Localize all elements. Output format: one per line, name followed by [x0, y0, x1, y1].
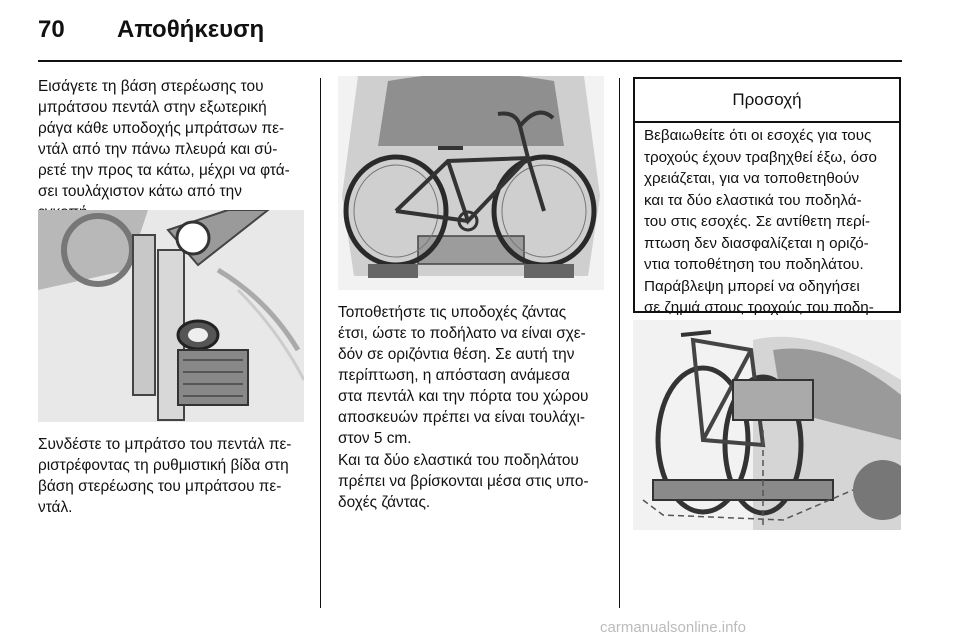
- page-title: Αποθήκευση: [117, 16, 265, 43]
- caution-notice-box: [633, 77, 901, 316]
- bicycle-side-view-illustration: [633, 320, 901, 530]
- caution-notice-title: Προσοχή: [635, 79, 899, 123]
- column-divider-right: [619, 78, 620, 608]
- pedal-arm-mount-illustration: [38, 210, 304, 422]
- bicycle-rear-view-illustration: [338, 76, 604, 290]
- page-number: 70: [38, 16, 65, 43]
- header-rule: [38, 60, 902, 62]
- caution-notice-body: Βεβαιωθείτε ότι οι εσοχές για τους τροχούς έχουν τραβηχθεί έξω, όσο χρειάζεται, για να τοποθετηθούν και τα δύο ελαστικά του ποδηλά- του στις εσοχές. Σε αντίθετη περί- πτωση δεν διασφαλίζεται η οριζό- ντια τοποθέτηση του ποδηλάτου. Παράβλεψη μπορεί να οδηγήσει σε ζημιά στους τροχούς του ποδη-: [644, 127, 877, 316]
- column-divider-left: [320, 78, 321, 608]
- instruction-paragraph-4: Και τα δύο ελαστικά του ποδηλάτου πρέπει να βρίσκονται μέσα στις υπο- δοχές ζάντας.: [338, 452, 589, 511]
- instruction-paragraph-3: Τοποθετήστε τις υποδοχές ζάντας έτσι, ώστε το ποδήλατο να είναι σχε- δόν σε οριζόντια θέση. Σε αυτή την περίπτωση, η απόσταση ανάμεσα στα πεντάλ και την πόρτα του χώρου αποσκευών πρέπει να είναι τουλάχι- στον 5 cm.: [338, 304, 589, 447]
- instruction-paragraph-1: Εισάγετε τη βάση στερέωσης του μπράτσου πεντάλ στην εξωτερική ράγα κάθε υποδοχής μπράτσων πε- ντάλ από την πάνω πλευρά και σύ- ρετέ την προς τα κάτω, μέχρι να φτά- σει τουλάχιστον κάτω από την: [38, 78, 290, 200]
- instruction-paragraph-2: Συνδέστε το μπράτσο του πεντάλ πε- ριστρέφοντας τη ρυθμιστική βίδα στη βάση στερέωσης του μπράτσου πε- ντάλ.: [38, 436, 292, 516]
- watermark: carmanualsonline.info: [600, 619, 746, 636]
